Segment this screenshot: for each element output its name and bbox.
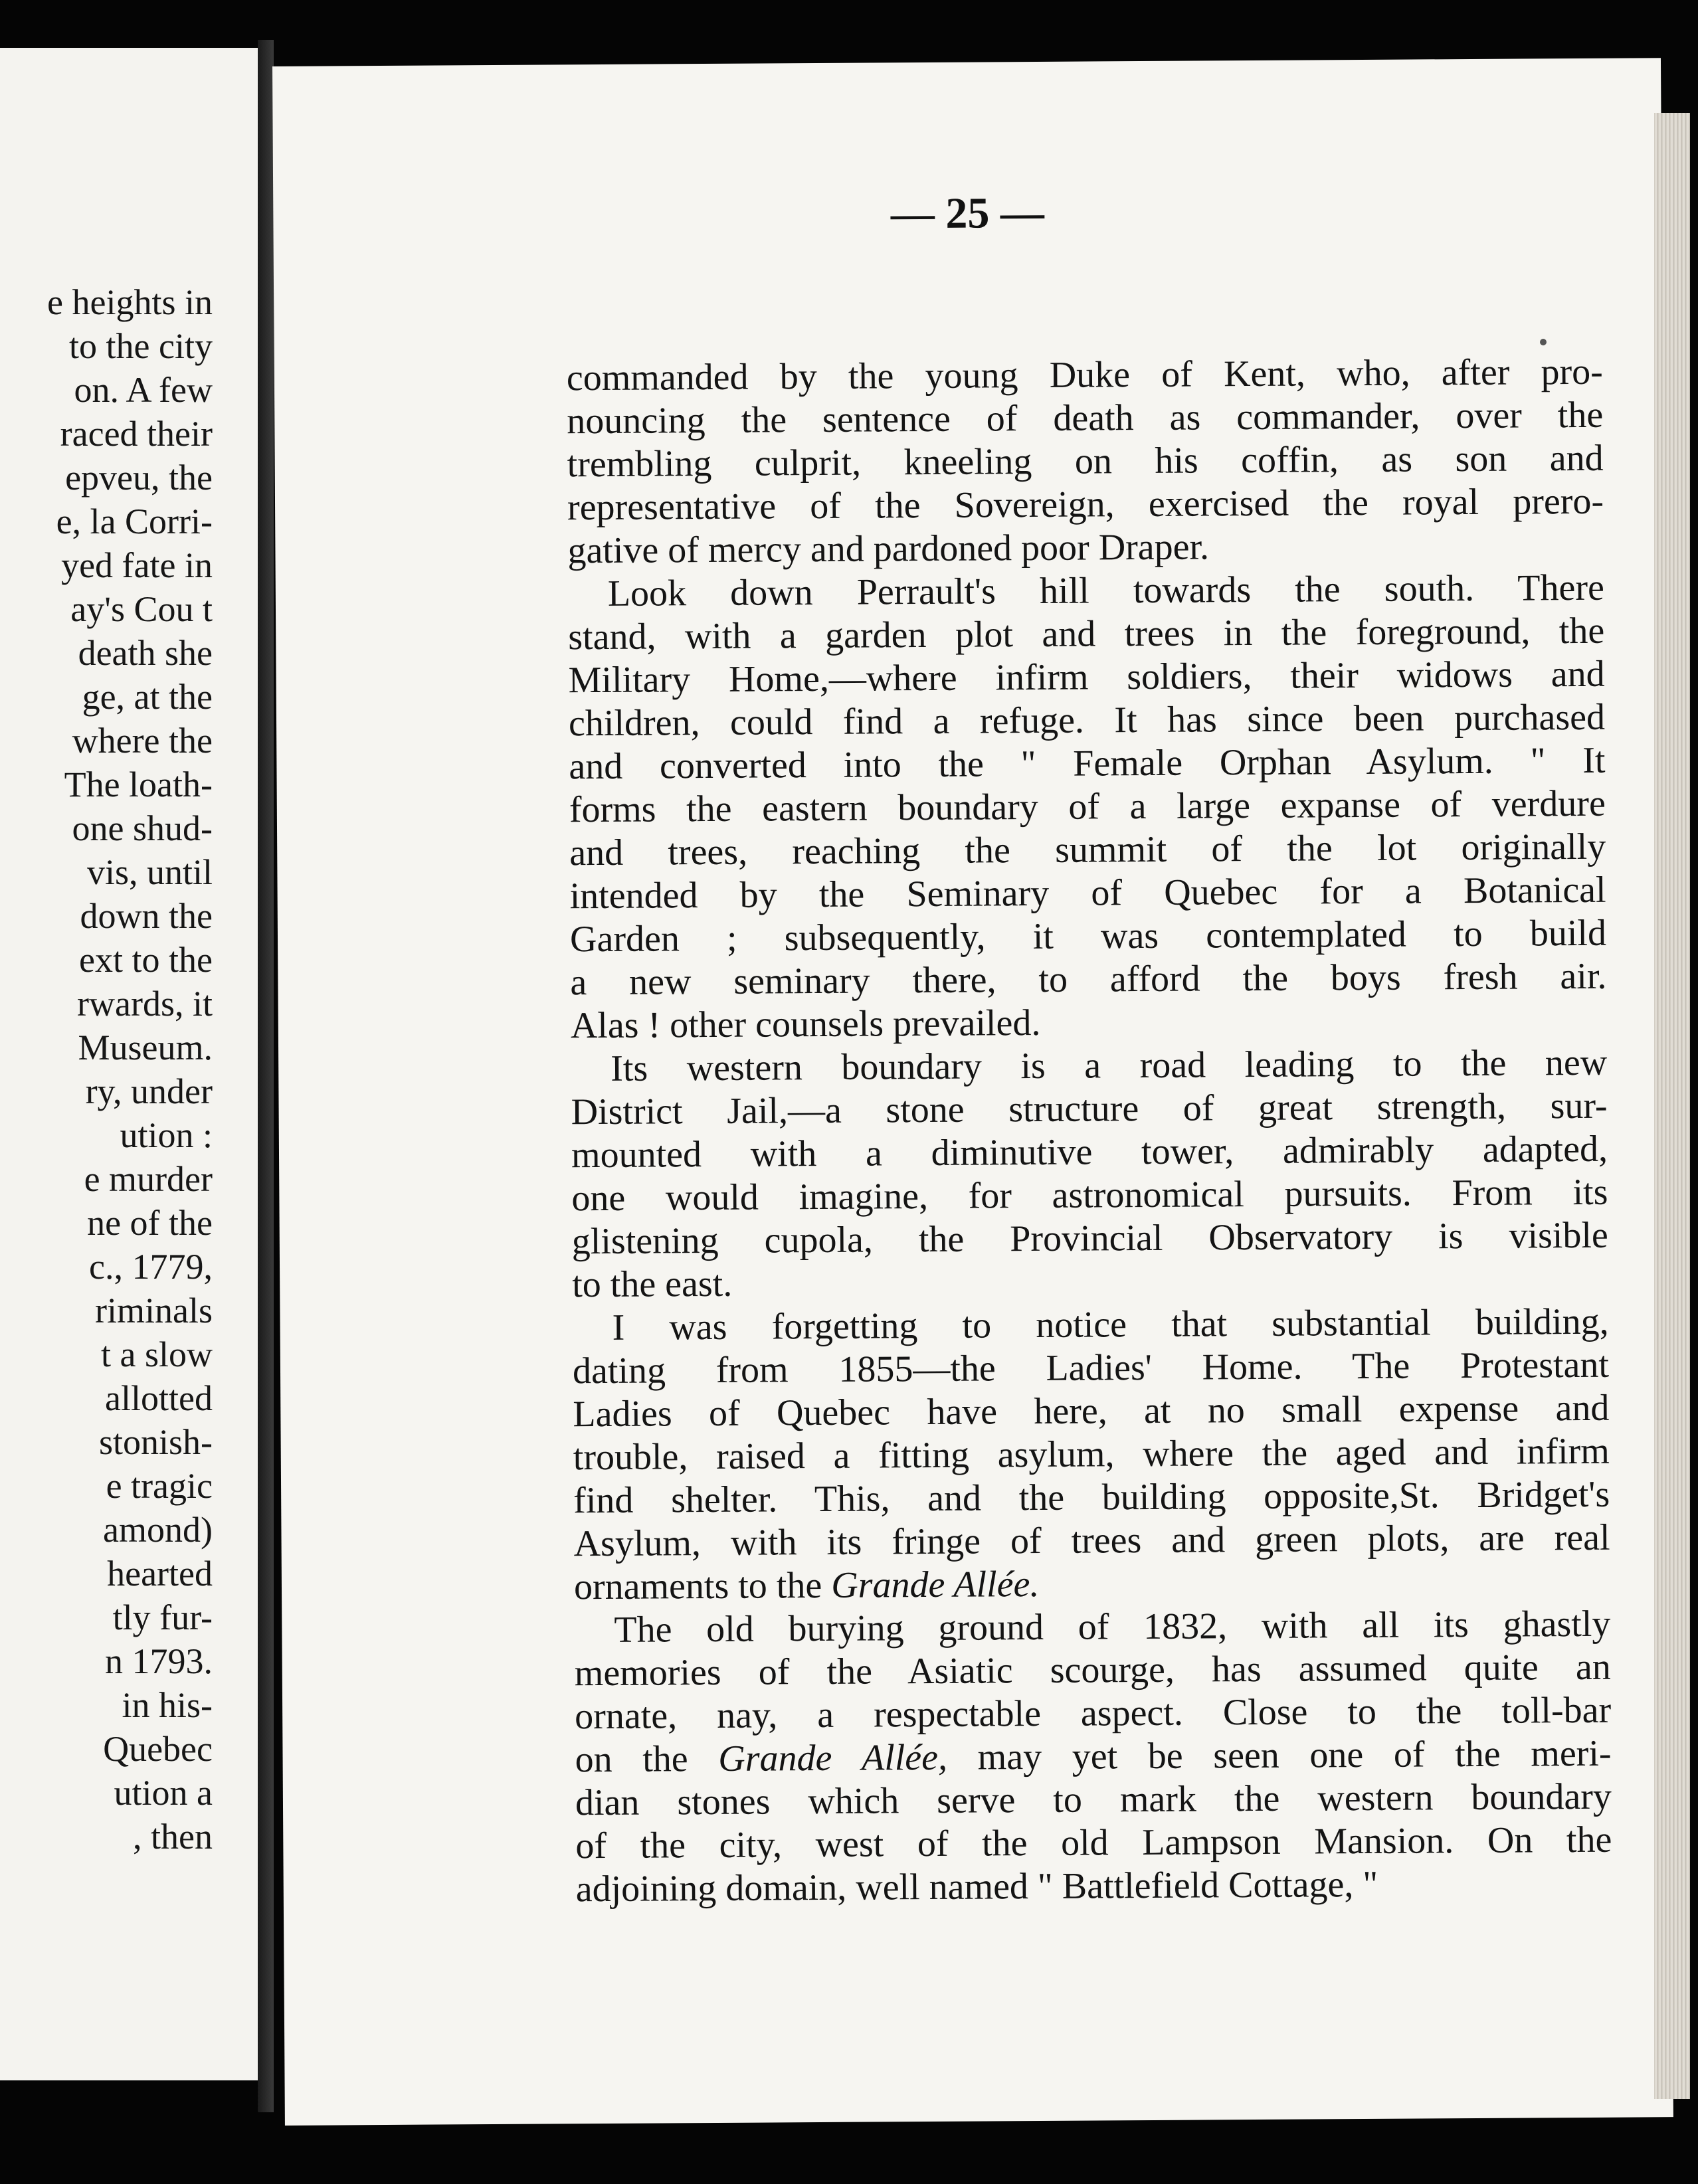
- text-line: gative of mercy and pardoned poor Draper.: [567, 526, 1210, 572]
- text-line: Garden ; subsequently, it was contemplated to build: [569, 912, 1607, 960]
- page-stack-edge: [1654, 113, 1690, 2099]
- paragraph: [571, 1042, 1608, 1307]
- text-line: of the city, west of the old Lampson Mansion. On the: [575, 1819, 1612, 1867]
- facing-page-line: down the: [80, 896, 213, 936]
- text-line: find shelter. This, and the building opposite,St. Bridget's: [573, 1473, 1610, 1522]
- facing-page-line: in his-: [122, 1685, 213, 1725]
- text-line: and trees, reaching the summit of the lot originally: [569, 826, 1606, 874]
- text-line: glistening cupola, the Provincial Observatory is visible: [571, 1214, 1608, 1263]
- text-line: Its western boundary is a road leading to the new: [611, 1042, 1608, 1089]
- text-line: trembling culprit, kneeling on his coffin, as son and: [567, 437, 1604, 486]
- facing-page-line: Quebec: [103, 1729, 213, 1769]
- text-line: Look down Perrault's hill towards the south. There: [607, 567, 1605, 614]
- facing-page-line: amond): [103, 1510, 213, 1550]
- text-line: trouble, raised a fitting asylum, where the aged and infirm: [573, 1430, 1610, 1479]
- text-line: commanded by the young Duke of Kent, who, after pro-: [566, 351, 1604, 399]
- facing-page-line: allotted: [105, 1378, 213, 1418]
- facing-page-line: vis, until: [86, 852, 213, 892]
- italic-place-name: Grande Allée,: [718, 1736, 948, 1779]
- facing-page-line: Museum.: [78, 1028, 213, 1067]
- facing-page-line: raced their: [60, 414, 213, 454]
- text-line: children, could find a refuge. It has since been purchased: [568, 696, 1606, 745]
- text-line: The old burying ground of 1832, with all its ghastly: [614, 1603, 1611, 1651]
- facing-page-left: [0, 48, 264, 2080]
- facing-page-line: hearted: [107, 1554, 213, 1593]
- facing-page-line: ution :: [120, 1115, 213, 1155]
- facing-page-line: , then: [133, 1817, 213, 1857]
- text-line: dating from 1855—the Ladies' Home. The Protestant: [572, 1344, 1610, 1392]
- facing-page-line: The loath-: [64, 765, 213, 804]
- text-line: to the east.: [572, 1263, 733, 1306]
- text-line: Military Home,—where infirm soldiers, their widows and: [568, 653, 1605, 701]
- text-line: Asylum, with its fringe of trees and green plots, are real: [573, 1516, 1610, 1565]
- text-line: Ladies of Quebec have here, at no small expense and: [573, 1387, 1610, 1435]
- facing-page-line: ext to the: [79, 940, 213, 980]
- facing-page-line: yed fate in: [61, 545, 213, 585]
- facing-page-line: riminals: [95, 1291, 213, 1330]
- facing-page-line: ution a: [114, 1773, 213, 1813]
- facing-page-line: c., 1779,: [89, 1247, 213, 1287]
- facing-page-line: t a slow: [101, 1334, 213, 1374]
- facing-page-line: death she: [78, 633, 213, 673]
- text-run: ornaments to the: [573, 1564, 832, 1608]
- text-line: I was forgetting to notice that substantial building,: [612, 1301, 1609, 1348]
- text-line: Alas ! other counsels prevailed.: [570, 1002, 1041, 1047]
- italic-place-name: Grande Allée.: [831, 1563, 1040, 1606]
- text-line: intended by the Seminary of Quebec for a Botanical: [569, 869, 1606, 917]
- book-gutter: [258, 40, 274, 2112]
- facing-page-line: rwards, it: [77, 984, 213, 1024]
- facing-page-line: tly fur-: [112, 1597, 213, 1637]
- facing-page-line: where the: [72, 721, 213, 761]
- book-page: [272, 58, 1673, 2126]
- text-run: on the: [575, 1738, 719, 1781]
- facing-page-line: stonish-: [98, 1422, 213, 1462]
- facing-page-line: e murder: [84, 1159, 213, 1199]
- facing-page-line: ne of the: [87, 1203, 213, 1243]
- text-line: forms the eastern boundary of a large expanse of verdure: [569, 782, 1606, 831]
- facing-page-text: [0, 280, 213, 1859]
- facing-page-line: ry, under: [85, 1071, 213, 1111]
- text-line: memories of the Asiatic scourge, has assumed quite an: [574, 1646, 1611, 1694]
- text-line: adjoining domain, well named " Battlefield Cottage, ": [575, 1863, 1378, 1910]
- facing-page-line: e tragic: [106, 1466, 213, 1506]
- paper-speck: [1540, 339, 1547, 345]
- text-line: dian stones which serve to mark the western boundary: [575, 1775, 1612, 1824]
- facing-page-line: one shud-: [72, 808, 213, 848]
- facing-page-line: e heights in: [47, 282, 213, 322]
- facing-page-line: on. A few: [74, 370, 213, 410]
- text-line: and converted into the " Female Orphan Asylum. " It: [569, 739, 1606, 788]
- facing-page-line: epveu, the: [65, 458, 213, 498]
- text-line: nouncing the sentence of death as commander, over the: [567, 394, 1604, 442]
- page-number: — 25 —: [890, 188, 1045, 238]
- paragraph: [572, 1301, 1610, 1609]
- paragraph: [574, 1603, 1612, 1912]
- text-line: one would imagine, for astronomical pursuits. From its: [571, 1171, 1608, 1220]
- page-body-text: [567, 351, 1612, 1911]
- text-line: mounted with a diminutive tower, admirably adapted,: [571, 1128, 1608, 1176]
- text-line: [575, 1732, 1611, 1782]
- text-line: District Jail,—a stone structure of great strength, sur-: [571, 1085, 1608, 1133]
- text-line: a new seminary there, to afford the boys fresh air.: [570, 955, 1607, 1004]
- text-line: ornate, nay, a respectable aspect. Close to the toll-bar: [574, 1689, 1612, 1738]
- text-line: [574, 1560, 1610, 1609]
- text-line: representative of the Sovereign, exercised the royal prero-: [567, 480, 1604, 529]
- facing-page-line: n 1793.: [105, 1641, 213, 1681]
- text-run: may yet be seen one of the meri-: [947, 1732, 1612, 1778]
- paragraph: [568, 567, 1607, 1048]
- facing-page-line: ay's Cou t: [70, 589, 213, 629]
- facing-page-line: ge, at the: [82, 677, 213, 717]
- text-line: stand, with a garden plot and trees in the foreground, the: [568, 610, 1605, 658]
- facing-page-line: e, la Corri-: [56, 501, 213, 541]
- paragraph: [567, 351, 1604, 573]
- facing-page-line: to the city: [69, 326, 213, 366]
